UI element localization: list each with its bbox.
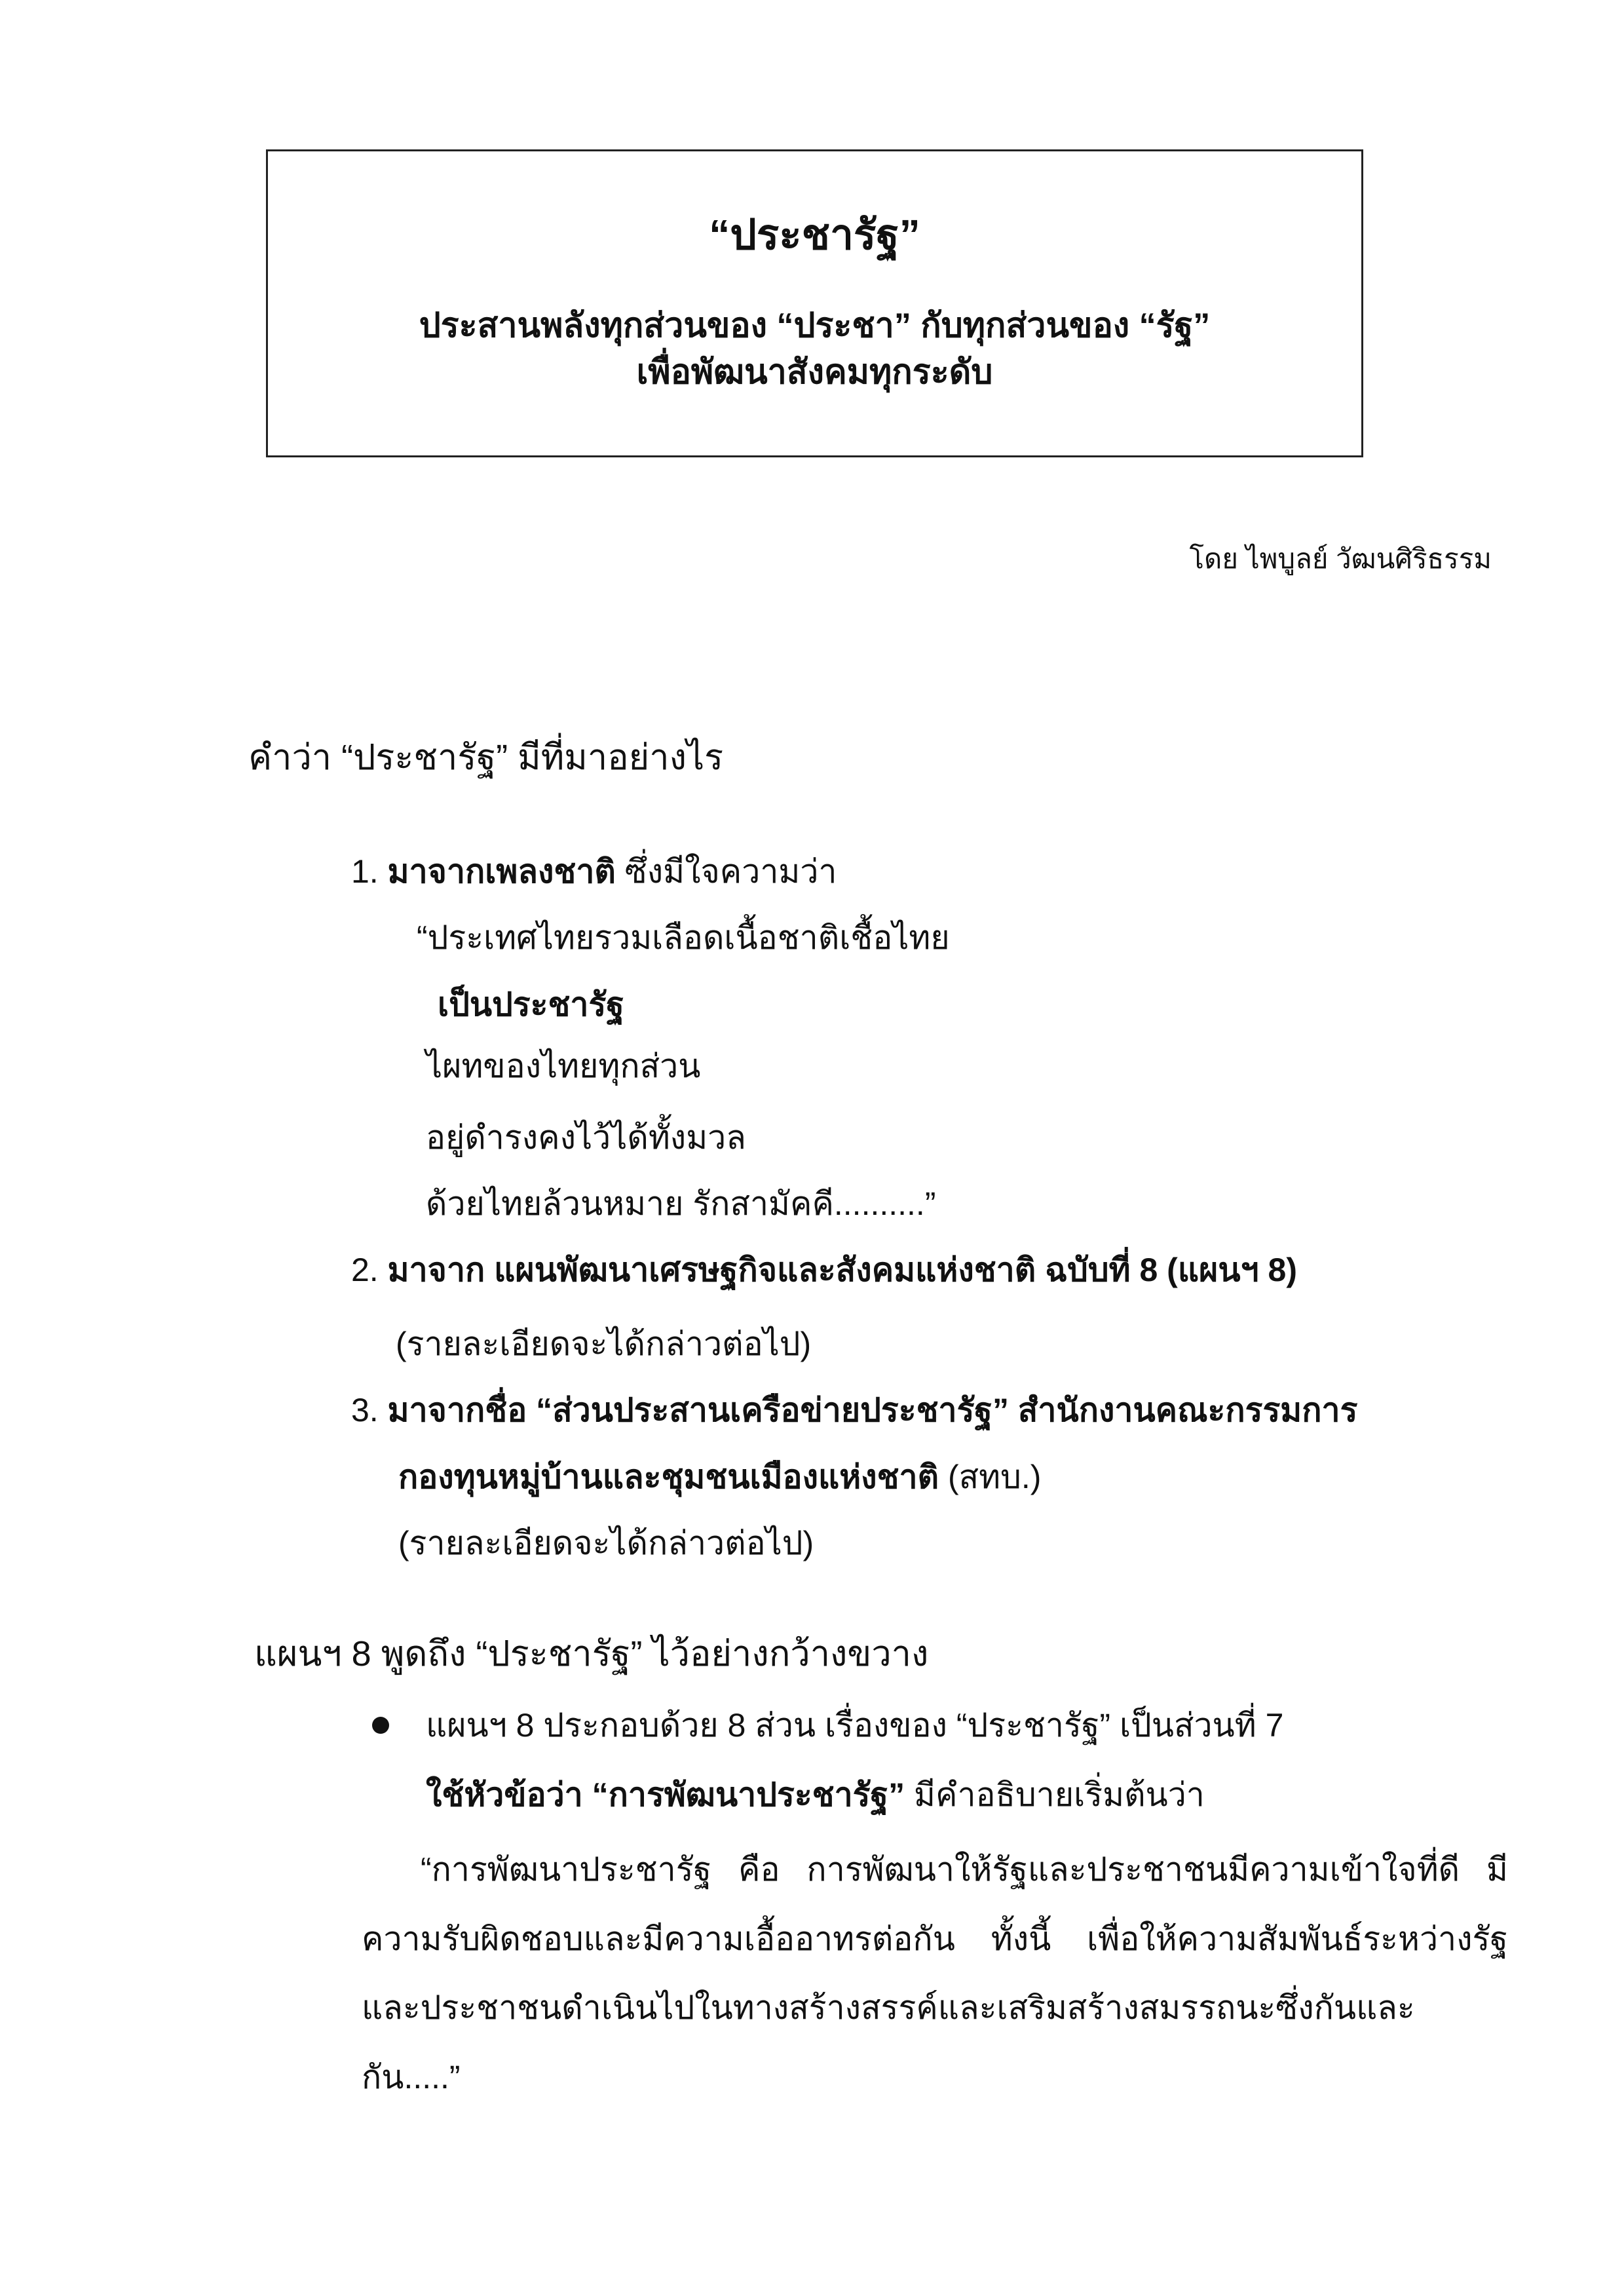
section-heading-plan8: แผนฯ 8 พูดถึง “ประชารัฐ” ไว้อย่างกว้างขวาง	[254, 1634, 929, 1674]
origin-item-3-line-2	[398, 1454, 1041, 1500]
bullet-line-1: แผนฯ 8 ประกอบด้วย 8 ส่วน เรื่องของ “ประชารัฐ” เป็นส่วนที่ 7	[426, 1707, 1284, 1744]
subtitle-line-1: ประสานพลังทุกส่วนของ “ประชา” กับทุกส่วนของ “รัฐ”	[419, 307, 1211, 345]
topic-text: มีคำอธิบายเริ่มต้นว่า	[905, 1776, 1205, 1813]
origin-item-3	[351, 1387, 1357, 1433]
anthem-line: ไผทของไทยทุกส่วน	[426, 1048, 701, 1084]
origin-item-2	[351, 1247, 1297, 1293]
item-text: (สทบ.)	[939, 1459, 1042, 1495]
anthem-line: อยู่ดำรงคงไว้ได้ทั้งมวล	[426, 1119, 746, 1156]
item-bold-text: มาจากเพลงชาติ	[387, 853, 616, 890]
quote-paragraph: “การพัฒนาประชารัฐ คือ การพัฒนาให้รัฐและประชาชนมีความเข้าใจที่ดี มีความรับผิดชอบและมีความเอื้ออาทรต่อกัน ทั้งนี้ เพื่อให้ความสัมพันธ์ระหว่างรัฐและประชาชนดำเนินไปในทางสร้างสรรค์และเสริมสร้างสมรรถนะซึ่งกันและกัน.....”	[362, 1851, 1508, 2095]
item-text: ซึ่งมีใจความว่า	[615, 853, 837, 890]
author-byline: โดย ไพบูลย์ วัฒนศิริธรรม	[1189, 543, 1492, 574]
anthem-line: “ประเทศไทยรวมเลือดเนื้อชาติเชื้อไทย	[417, 919, 950, 956]
anthem-line-bold: เป็นประชารัฐ	[438, 986, 624, 1023]
section-heading-text: คำว่า “ประชารัฐ” มีที่มาอย่างไร	[248, 738, 724, 777]
bullet-icon	[372, 1717, 389, 1734]
page-title: “ประชารัฐ”	[709, 211, 920, 258]
subtitle-line-2: เพื่อพัฒนาสังคมทุกระดับ	[636, 353, 993, 391]
item-number: 1.	[351, 853, 379, 890]
topic-bold: ใช้หัวข้อว่า “การพัฒนาประชารัฐ”	[426, 1776, 905, 1813]
item-bold-text: มาจาก แผนพัฒนาเศรษฐกิจและสังคมแห่งชาติ ฉบับที่ 8 (แผนฯ 8)	[387, 1252, 1297, 1288]
item-bold-text: กองทุนหมู่บ้านและชุมชนเมืองแห่งชาติ	[398, 1459, 939, 1495]
item-bold-text: มาจากชื่อ “ส่วนประสานเครือข่ายประชารัฐ” สำนักงานคณะกรรมการ	[387, 1392, 1358, 1428]
item-number: 3.	[351, 1392, 379, 1428]
section-heading-origin	[248, 735, 723, 780]
item-note: (รายละเอียดจะได้กล่าวต่อไป)	[398, 1525, 814, 1561]
origin-item-1	[351, 849, 837, 894]
anthem-line: ด้วยไทยล้วนหมาย รักสามัคคี..........”	[426, 1185, 936, 1222]
item-number: 2.	[351, 1252, 379, 1288]
item-note: (รายละเอียดจะได้กล่าวต่อไป)	[396, 1326, 812, 1362]
bullet-line-2	[426, 1772, 1205, 1818]
